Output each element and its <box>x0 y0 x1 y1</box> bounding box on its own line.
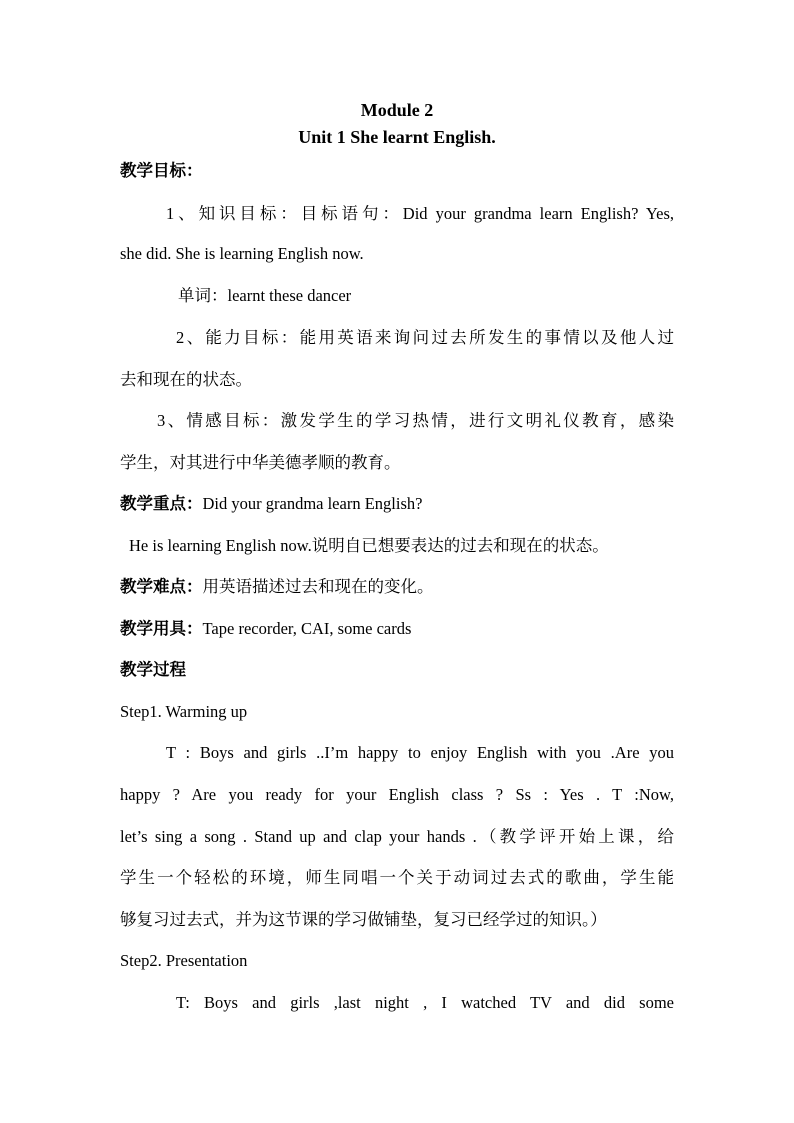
unit-title: Unit 1 She learnt English. <box>298 127 496 147</box>
difficulties-label: 教学难点： <box>120 577 203 596</box>
vocabulary-line: 单词：learnt these dancer <box>178 286 352 305</box>
step1-line5: 够复习过去式，并为这节课的学习做铺垫，复习已经学过的知识。） <box>120 910 607 929</box>
step2-line1: T: Boys and girls ,last night , I watched TV and did some <box>176 993 674 1012</box>
process-heading: 教学过程 <box>120 660 186 679</box>
step1-line1: T : Boys and girls ..I’m happy to enjoy English with you .Are you <box>166 743 674 762</box>
step2-title: Step2. Presentation <box>120 951 248 970</box>
module-title: Module 2 <box>360 100 434 120</box>
tools-label: 教学用具： <box>120 619 203 638</box>
key-points-text: Did your grandma learn English? <box>202 494 423 513</box>
key-points-label: 教学重点： <box>120 494 203 513</box>
key-points-line2: He is learning English now.说明自已想要表达的过去和现在的状态。 <box>129 536 609 555</box>
knowledge-objective-line2: she did. She is learning English now. <box>120 244 364 263</box>
knowledge-objective-line1: 1、知识目标：目标语句：Did your grandma learn English? Yes, <box>166 204 674 223</box>
difficulties-text: 用英语描述过去和现在的变化。 <box>202 577 434 596</box>
ability-objective-line2: 去和现在的状态。 <box>120 370 252 389</box>
step1-line3: let’s sing a song . Stand up and clap your hands .（教学评开始上课，给 <box>120 827 674 846</box>
step1-title: Step1. Warming up <box>120 702 248 721</box>
key-points-line1 <box>120 494 422 514</box>
ability-objective-line1: 2、能力目标：能用英语来询问过去所发生的事情以及他人过 <box>176 328 674 347</box>
tools-line <box>120 619 411 639</box>
emotion-objective-line2: 学生，对其进行中华美德孝顺的教育。 <box>120 453 401 472</box>
step1-line4: 学生一个轻松的环境，师生同唱一个关于动词过去式的歌曲，学生能 <box>120 868 674 887</box>
objectives-heading: 教学目标： <box>120 161 203 180</box>
difficulties-line <box>120 577 434 597</box>
step1-line2: happy ? Are you ready for your English class ? Ss : Yes . T :Now, <box>120 785 674 804</box>
tools-text: Tape recorder, CAI, some cards <box>202 619 412 638</box>
emotion-objective-line1: 3、情感目标：激发学生的学习热情，进行文明礼仪教育，感染 <box>157 411 674 430</box>
